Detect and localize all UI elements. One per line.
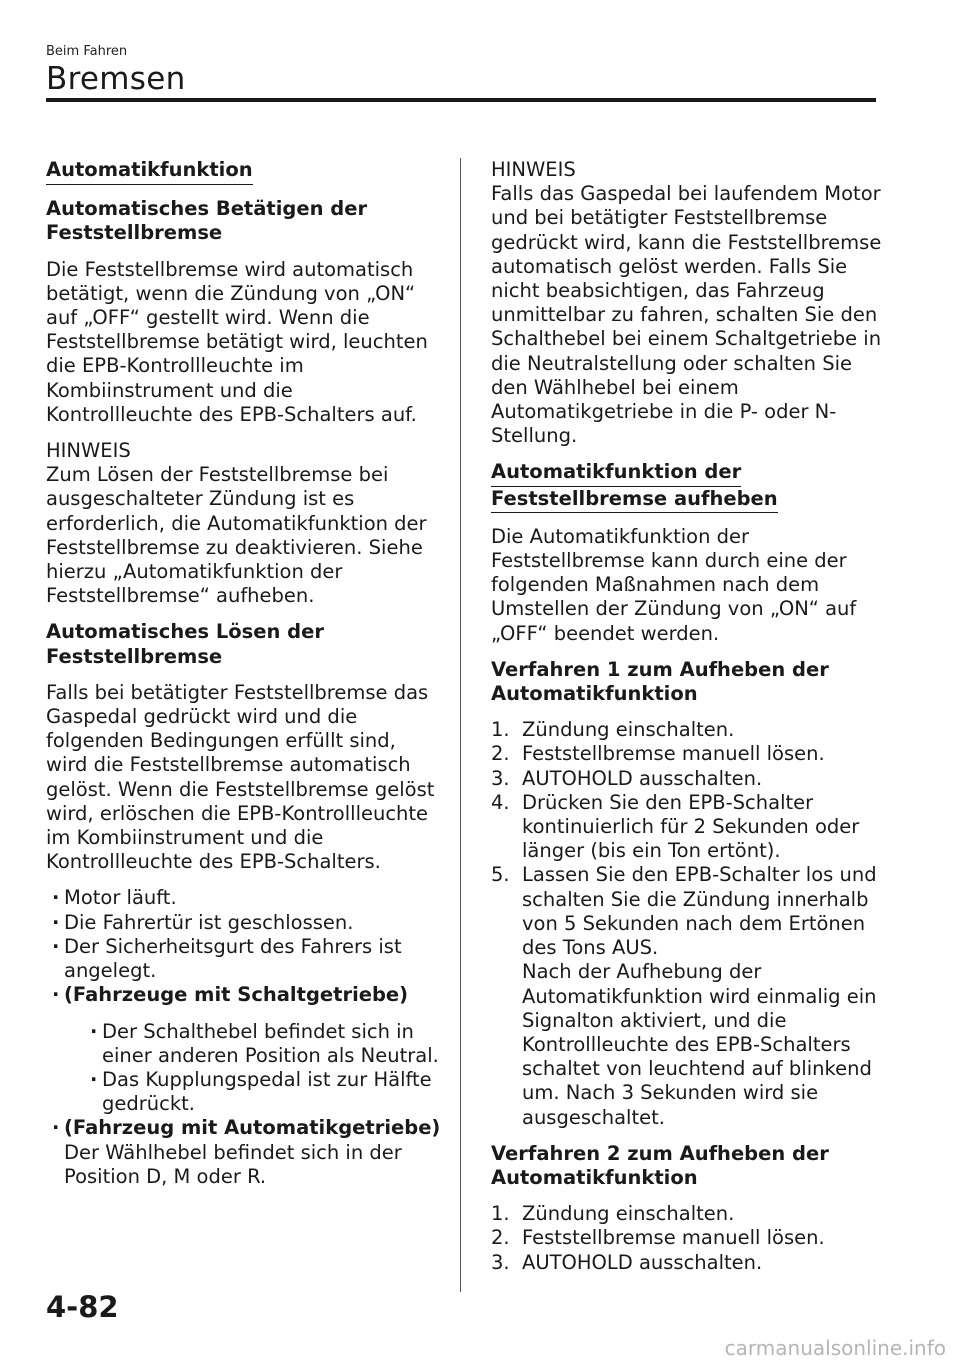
note-block-right: [491, 158, 883, 448]
subheading-automatisches-betaetigen: Automatisches Betätigen der Feststellbremse: [46, 197, 368, 245]
step-number: 4.: [491, 790, 510, 814]
subheading-automatisches-loesen: Automatisches Lösen der Feststellbremse: [46, 620, 324, 668]
list-item-manual: [46, 983, 441, 1116]
step-number: 5.: [491, 863, 510, 887]
paragraph-betaetigen: Die Feststellbremse wird automatisch betätigt, wenn die Zündung von „ON“ auf „OFF“ gestellt wird. Wenn die Feststellbremse betätigt wird, leuchten die EPB-Kontrollleuchte im Kombiinstrument und die Kontrollleuchte des EPB-Schalters auf.: [46, 257, 428, 426]
heading-line: Automatikfunktion der: [491, 460, 741, 486]
condition-list: [46, 886, 441, 1188]
step-number: 2.: [491, 1226, 510, 1250]
column-divider: [460, 158, 461, 1292]
list-item: · Die Fahrertür ist geschlossen.: [46, 911, 441, 935]
step-item: [491, 1251, 883, 1275]
paragraph-aufheben: Die Automatikfunktion der Feststellbremse kann durch eine der folgenden Maßnahmen nach dem Umstellen der Zündung von „ON“ auf „OFF“ beendet werden.: [491, 524, 857, 645]
subheading-verfahren-2: Verfahren 2 zum Aufheben der Automatikfunktion: [491, 1141, 829, 1189]
heading-automatikfunktion: Automatikfunktion: [46, 158, 253, 185]
manual-heading: (Fahrzeuge mit Schaltgetriebe): [64, 983, 409, 1007]
heading-aufheben: [491, 460, 883, 512]
note-label: HINWEIS: [491, 158, 576, 181]
step-text: AUTOHOLD ausschalten.: [522, 766, 763, 790]
list-item: · Der Sicherheitsgurt des Fahrers ist angelegt.: [46, 935, 441, 983]
note-text: Zum Lösen der Feststellbremse bei ausgeschalteter Zündung ist es erforderlich, die Automatikfunktion der Feststellbremse zu deaktivieren. Siehe hierzu „Automatikfunktion der Feststellbremse“ aufheben.: [46, 463, 427, 608]
paragraph-loesen: Falls bei betätigter Feststellbremse das Gaspedal gedrückt wird und die folgenden Bedingungen erfüllt sind, wird die Feststellbremse automatisch gelöst. Wenn die Feststellbremse gelöst wird, erlöschen die EPB-Kontrollleuchte im Kombiinstrument und die Kontrollleuchte des EPB-Schalters.: [46, 680, 435, 874]
step-number: 3.: [491, 1250, 510, 1274]
step-text: Zündung einschalten.: [522, 1202, 735, 1226]
step-text: Feststellbremse manuell lösen.: [522, 742, 825, 766]
step-number: 2.: [491, 742, 510, 766]
header-rule: [46, 98, 876, 102]
watermark: carmanualsonline.info: [724, 1336, 946, 1360]
step-item: [491, 1202, 883, 1226]
section-label: Beim Fahren: [46, 44, 128, 59]
note-block-left: [46, 439, 441, 608]
heading-line: Feststellbremse aufheben: [491, 487, 778, 513]
auto-text: Der Wählhebel befindet sich in der Position D, M oder R.: [64, 1140, 402, 1188]
step-item: [491, 718, 883, 742]
procedure-1-steps: [491, 718, 883, 1129]
step-item: [491, 791, 883, 864]
step-number: 1.: [491, 1202, 510, 1226]
page-title: Bremsen: [46, 61, 186, 97]
list-item: · Das Kupplungspedal ist zur Hälfte gedrückt.: [84, 1068, 441, 1116]
step-text: Drücken Sie den EPB-Schalter kontinuierlich für 2 Sekunden oder länger (bis ein Ton ertönt).: [522, 790, 860, 863]
step-text: Feststellbremse manuell lösen.: [522, 1226, 825, 1250]
list-item-auto: [46, 1116, 441, 1189]
left-column: [46, 158, 441, 1189]
right-column: [491, 158, 883, 1287]
list-item: · Der Schalthebel befindet sich in einer anderen Position als Neutral.: [84, 1020, 441, 1068]
subheading-verfahren-1: Verfahren 1 zum Aufheben der Automatikfunktion: [491, 657, 829, 706]
step-item: [491, 767, 883, 791]
step-item: [491, 1226, 883, 1250]
procedure-2-steps: [491, 1202, 883, 1275]
manual-condition-list: [64, 1020, 441, 1117]
auto-heading: (Fahrzeug mit Automatikgetriebe): [64, 1116, 441, 1140]
step-item: [491, 863, 883, 1129]
note-label: HINWEIS: [46, 439, 131, 463]
note-text: Falls das Gaspedal bei laufendem Motor und bei betätigter Feststellbremse gedrückt wird, kann die Feststellbremse automatisch gelöst werden. Falls Sie nicht beabsichtigen, das Fahrzeug unmittelbar zu fahren, schalten Sie den Schalthebel bei einem Schaltgetriebe in die Neutralstellung oder schalten Sie den Wählhebel bei einem Automatikgetriebe in die P- oder N-Stellung.: [491, 182, 882, 448]
step-text: AUTOHOLD ausschalten.: [522, 1250, 763, 1274]
step-text: Lassen Sie den EPB-Schalter los und schalten Sie die Zündung innerhalb von 5 Sekunden nach dem Ertönen des Tons AUS. Nach der Aufhebung der Automatikfunktion wird einmalig ein Signalton aktiviert, und die Kontrollleuchte des EPB-Schalters schaltet von leuchtend auf blinkend um. Nach 3 Sekunden wird sie ausgeschaltet.: [522, 863, 877, 1129]
step-number: 1.: [491, 718, 510, 742]
step-text: Zündung einschalten.: [522, 718, 735, 742]
step-number: 3.: [491, 766, 510, 790]
page-header: [46, 44, 876, 98]
step-item: [491, 742, 883, 766]
page-number: 4-82: [46, 1290, 119, 1324]
list-item: · Motor läuft.: [46, 886, 441, 910]
